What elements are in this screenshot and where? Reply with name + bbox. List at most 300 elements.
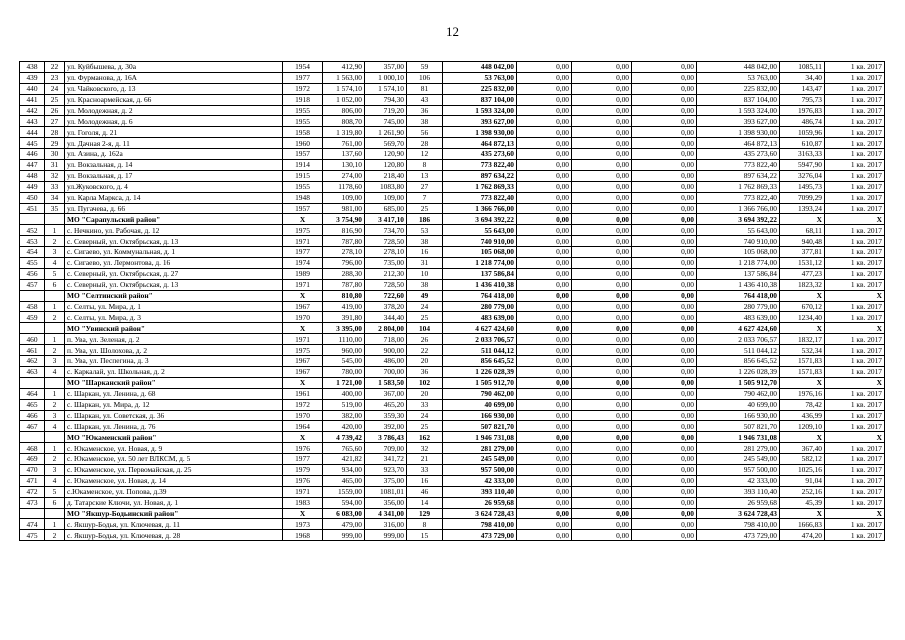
row-number-cell: 467	[20, 421, 45, 432]
total-area-cell: 421,82	[323, 454, 365, 465]
year-cell: 1971	[283, 334, 323, 345]
residents-cell: 43	[407, 94, 443, 105]
living-area-cell: 685,00	[365, 203, 407, 214]
other-sources-cell: 435 273,60	[697, 149, 780, 160]
table-row	[20, 421, 885, 432]
cost-cell: 1 946 731,08	[443, 432, 517, 443]
row-number-cell: 444	[20, 127, 45, 138]
other-sources-cell: 1 593 324,00	[697, 105, 780, 116]
fund-cell: 0,00	[517, 443, 572, 454]
specific-cost-cell: 670,12	[780, 301, 825, 312]
residents-cell: 8	[407, 519, 443, 530]
deadline-cell: 1 кв. 2017	[825, 443, 885, 454]
specific-cost-cell: 477,23	[780, 268, 825, 279]
cost-cell: 53 763,00	[443, 72, 517, 83]
table-row	[20, 268, 885, 279]
regional-budget-cell: 0,00	[572, 475, 632, 486]
row-number-cell: 463	[20, 366, 45, 377]
row-number-cell	[20, 323, 45, 334]
row-index-cell	[45, 377, 65, 388]
fund-cell: 0,00	[517, 486, 572, 497]
other-sources-cell: 464 872,13	[697, 138, 780, 149]
deadline-cell: X	[825, 214, 885, 225]
local-budget-cell: 0,00	[632, 530, 697, 541]
other-sources-cell: 1 946 731,08	[697, 432, 780, 443]
fund-cell: 0,00	[517, 170, 572, 181]
deadline-cell: 1 кв. 2017	[825, 236, 885, 247]
address-cell: ул. Дачная 2-я, д. 11	[65, 138, 283, 149]
address-cell: ул. Вокзальная, д. 17	[65, 170, 283, 181]
total-area-cell: 109,00	[323, 192, 365, 203]
table-row	[20, 486, 885, 497]
cost-cell: 798 410,00	[443, 519, 517, 530]
row-index-cell: 3	[45, 356, 65, 367]
row-index-cell: 2	[45, 530, 65, 541]
row-index-cell: 31	[45, 160, 65, 171]
address-cell: ул. Красноармейская, д. 66	[65, 94, 283, 105]
living-area-cell: 392,00	[365, 421, 407, 432]
specific-cost-cell: 1976,83	[780, 105, 825, 116]
table-row	[20, 519, 885, 530]
row-number-cell: 457	[20, 279, 45, 290]
specific-cost-cell: 1976,16	[780, 388, 825, 399]
row-number-cell: 472	[20, 486, 45, 497]
local-budget-cell: 0,00	[632, 486, 697, 497]
address-cell: с. Селты, ул. Мира, д. 3	[65, 312, 283, 323]
address-cell: с. Сигаево, ул. Коммунальная, д. 1	[65, 247, 283, 258]
regional-budget-cell: 0,00	[572, 454, 632, 465]
specific-cost-cell: 1571,83	[780, 366, 825, 377]
cost-cell: 137 586,84	[443, 268, 517, 279]
total-area-cell: 808,70	[323, 116, 365, 127]
local-budget-cell: 0,00	[632, 214, 697, 225]
total-area-cell: 400,00	[323, 388, 365, 399]
row-index-cell: 1	[45, 388, 65, 399]
row-number-cell: 453	[20, 236, 45, 247]
living-area-cell: 709,00	[365, 443, 407, 454]
living-area-cell: 218,40	[365, 170, 407, 181]
local-budget-cell: 0,00	[632, 356, 697, 367]
row-number-cell: 454	[20, 247, 45, 258]
cost-cell: 105 068,00	[443, 247, 517, 258]
row-index-cell: 1	[45, 225, 65, 236]
deadline-cell: X	[825, 432, 885, 443]
residents-cell: 8	[407, 160, 443, 171]
fund-cell: 0,00	[517, 312, 572, 323]
deadline-cell: 1 кв. 2017	[825, 94, 885, 105]
row-number-cell: 451	[20, 203, 45, 214]
total-area-cell: 1 721,00	[323, 377, 365, 388]
fund-cell: 0,00	[517, 116, 572, 127]
cost-cell: 393 110,40	[443, 486, 517, 497]
total-area-cell: 780,00	[323, 366, 365, 377]
total-area-cell: 419,00	[323, 301, 365, 312]
local-budget-cell: 0,00	[632, 290, 697, 301]
row-index-cell: 30	[45, 149, 65, 160]
specific-cost-cell: 34,40	[780, 72, 825, 83]
year-cell: X	[283, 214, 323, 225]
residents-cell: 25	[407, 203, 443, 214]
living-area-cell: 316,00	[365, 519, 407, 530]
deadline-cell: 1 кв. 2017	[825, 247, 885, 258]
other-sources-cell: 448 042,00	[697, 62, 780, 73]
residents-cell: 36	[407, 105, 443, 116]
other-sources-cell: 1 218 774,00	[697, 258, 780, 269]
residents-cell: 12	[407, 149, 443, 160]
address-cell: МО "Увинский район"	[65, 323, 283, 334]
row-number-cell	[20, 508, 45, 519]
local-budget-cell: 0,00	[632, 323, 697, 334]
cost-cell: 957 500,00	[443, 464, 517, 475]
cost-cell: 773 822,40	[443, 160, 517, 171]
row-index-cell: 25	[45, 94, 65, 105]
table-row	[20, 366, 885, 377]
living-area-cell: 745,00	[365, 116, 407, 127]
living-area-cell: 569,70	[365, 138, 407, 149]
regional-budget-cell: 0,00	[572, 388, 632, 399]
residents-cell: 38	[407, 279, 443, 290]
deadline-cell: 1 кв. 2017	[825, 519, 885, 530]
living-area-cell: 4 341,00	[365, 508, 407, 519]
year-cell: 1961	[283, 388, 323, 399]
deadline-cell: 1 кв. 2017	[825, 72, 885, 83]
residents-cell: 56	[407, 127, 443, 138]
table-row	[20, 399, 885, 410]
regional-budget-cell: 0,00	[572, 432, 632, 443]
total-area-cell: 796,00	[323, 258, 365, 269]
deadline-cell: 1 кв. 2017	[825, 149, 885, 160]
cost-cell: 435 273,60	[443, 149, 517, 160]
living-area-cell: 344,40	[365, 312, 407, 323]
year-cell: 1971	[283, 486, 323, 497]
living-area-cell: 1 574,10	[365, 83, 407, 94]
address-cell: МО "Селтинский район"	[65, 290, 283, 301]
address-cell: с. Северный, ул. Октябрьская, д. 13	[65, 279, 283, 290]
other-sources-cell: 2 033 706,57	[697, 334, 780, 345]
deadline-cell: 1 кв. 2017	[825, 388, 885, 399]
total-area-cell: 1178,60	[323, 181, 365, 192]
living-area-cell: 1081,01	[365, 486, 407, 497]
address-cell: п. Ува, ул. Шолохова, д. 2	[65, 345, 283, 356]
regional-budget-cell: 0,00	[572, 410, 632, 421]
fund-cell: 0,00	[517, 62, 572, 73]
deadline-cell: 1 кв. 2017	[825, 127, 885, 138]
residents-cell: 104	[407, 323, 443, 334]
local-budget-cell: 0,00	[632, 421, 697, 432]
fund-cell: 0,00	[517, 160, 572, 171]
deadline-cell: 1 кв. 2017	[825, 497, 885, 508]
living-area-cell: 356,00	[365, 497, 407, 508]
table-row	[20, 497, 885, 508]
regional-budget-cell: 0,00	[572, 192, 632, 203]
local-budget-cell: 0,00	[632, 508, 697, 519]
row-number-cell: 458	[20, 301, 45, 312]
row-number-cell: 474	[20, 519, 45, 530]
other-sources-cell: 1 762 869,33	[697, 181, 780, 192]
other-sources-cell: 790 462,00	[697, 388, 780, 399]
year-cell: 1979	[283, 464, 323, 475]
regional-budget-cell: 0,00	[572, 519, 632, 530]
total-area-cell: 816,90	[323, 225, 365, 236]
table-row	[20, 454, 885, 465]
regional-budget-cell: 0,00	[572, 530, 632, 541]
local-budget-cell: 0,00	[632, 170, 697, 181]
regional-budget-cell: 0,00	[572, 62, 632, 73]
table-row	[20, 464, 885, 475]
deadline-cell: 1 кв. 2017	[825, 312, 885, 323]
residents-cell: 7	[407, 192, 443, 203]
cost-cell: 245 549,00	[443, 454, 517, 465]
specific-cost-cell: X	[780, 323, 825, 334]
fund-cell: 0,00	[517, 356, 572, 367]
fund-cell: 0,00	[517, 83, 572, 94]
total-area-cell: 934,00	[323, 464, 365, 475]
fund-cell: 0,00	[517, 290, 572, 301]
regional-budget-cell: 0,00	[572, 279, 632, 290]
residents-cell: 20	[407, 356, 443, 367]
deadline-cell: 1 кв. 2017	[825, 301, 885, 312]
address-cell: ул. Молодежная, д. 6	[65, 116, 283, 127]
residents-cell: 162	[407, 432, 443, 443]
deadline-cell: 1 кв. 2017	[825, 62, 885, 73]
other-sources-cell: 1 505 912,70	[697, 377, 780, 388]
fund-cell: 0,00	[517, 464, 572, 475]
deadline-cell: 1 кв. 2017	[825, 116, 885, 127]
row-index-cell: 22	[45, 62, 65, 73]
cost-cell: 1 436 410,38	[443, 279, 517, 290]
year-cell: 1958	[283, 127, 323, 138]
regional-budget-cell: 0,00	[572, 214, 632, 225]
row-index-cell	[45, 214, 65, 225]
cost-cell: 2 033 706,57	[443, 334, 517, 345]
subtotal-row	[20, 508, 885, 519]
deadline-cell: 1 кв. 2017	[825, 279, 885, 290]
year-cell: X	[283, 323, 323, 334]
cost-cell: 393 627,00	[443, 116, 517, 127]
address-cell: ул. Молодежная, д. 2	[65, 105, 283, 116]
local-budget-cell: 0,00	[632, 225, 697, 236]
deadline-cell: X	[825, 377, 885, 388]
address-cell: с. Шаркан, ул. Ленина, д. 68	[65, 388, 283, 399]
year-cell: 1972	[283, 83, 323, 94]
cost-cell: 1 398 930,00	[443, 127, 517, 138]
year-cell: 1955	[283, 181, 323, 192]
living-area-cell: 1 261,90	[365, 127, 407, 138]
specific-cost-cell: 252,16	[780, 486, 825, 497]
row-number-cell: 455	[20, 258, 45, 269]
fund-cell: 0,00	[517, 530, 572, 541]
fund-cell: 0,00	[517, 388, 572, 399]
total-area-cell: 3 395,00	[323, 323, 365, 334]
row-number-cell: 471	[20, 475, 45, 486]
cost-cell: 1 366 766,00	[443, 203, 517, 214]
cost-cell: 483 639,00	[443, 312, 517, 323]
cost-cell: 1 218 774,00	[443, 258, 517, 269]
table-body	[20, 62, 885, 541]
year-cell: 1971	[283, 236, 323, 247]
fund-cell: 0,00	[517, 192, 572, 203]
other-sources-cell: 773 822,40	[697, 192, 780, 203]
year-cell: 1977	[283, 247, 323, 258]
local-budget-cell: 0,00	[632, 334, 697, 345]
other-sources-cell: 225 832,00	[697, 83, 780, 94]
specific-cost-cell: 1531,12	[780, 258, 825, 269]
regional-budget-cell: 0,00	[572, 399, 632, 410]
year-cell: X	[283, 290, 323, 301]
fund-cell: 0,00	[517, 203, 572, 214]
specific-cost-cell: 1234,40	[780, 312, 825, 323]
row-number-cell: 442	[20, 105, 45, 116]
table-row	[20, 149, 885, 160]
living-area-cell: 109,00	[365, 192, 407, 203]
deadline-cell: 1 кв. 2017	[825, 530, 885, 541]
specific-cost-cell: 143,47	[780, 83, 825, 94]
table-row	[20, 83, 885, 94]
specific-cost-cell: 7099,29	[780, 192, 825, 203]
local-budget-cell: 0,00	[632, 62, 697, 73]
living-area-cell: 719,20	[365, 105, 407, 116]
regional-budget-cell: 0,00	[572, 421, 632, 432]
residents-cell: 32	[407, 443, 443, 454]
address-cell: МО "Сарапульский район"	[65, 214, 283, 225]
cost-cell: 511 044,12	[443, 345, 517, 356]
specific-cost-cell: 1832,17	[780, 334, 825, 345]
row-number-cell: 460	[20, 334, 45, 345]
fund-cell: 0,00	[517, 181, 572, 192]
living-area-cell: 794,30	[365, 94, 407, 105]
living-area-cell: 1083,80	[365, 181, 407, 192]
living-area-cell: 359,30	[365, 410, 407, 421]
deadline-cell: 1 кв. 2017	[825, 138, 885, 149]
residents-cell: 81	[407, 83, 443, 94]
year-cell: 1975	[283, 225, 323, 236]
year-cell: 1971	[283, 279, 323, 290]
address-cell: ул. Вокзальная, д. 14	[65, 160, 283, 171]
total-area-cell: 519,00	[323, 399, 365, 410]
cost-cell: 280 779,00	[443, 301, 517, 312]
row-index-cell: 4	[45, 475, 65, 486]
subtotal-row	[20, 214, 885, 225]
local-budget-cell: 0,00	[632, 268, 697, 279]
table-row	[20, 62, 885, 73]
other-sources-cell: 1 366 766,00	[697, 203, 780, 214]
fund-cell: 0,00	[517, 258, 572, 269]
row-number-cell: 448	[20, 170, 45, 181]
local-budget-cell: 0,00	[632, 312, 697, 323]
year-cell: 1970	[283, 410, 323, 421]
total-area-cell: 130,10	[323, 160, 365, 171]
year-cell: 1957	[283, 149, 323, 160]
specific-cost-cell: 91,04	[780, 475, 825, 486]
year-cell: 1964	[283, 421, 323, 432]
row-number-cell: 468	[20, 443, 45, 454]
row-index-cell: 2	[45, 399, 65, 410]
regional-budget-cell: 0,00	[572, 345, 632, 356]
residents-cell: 129	[407, 508, 443, 519]
specific-cost-cell: 1059,96	[780, 127, 825, 138]
regional-budget-cell: 0,00	[572, 290, 632, 301]
other-sources-cell: 280 779,00	[697, 301, 780, 312]
address-cell: п. Ува, ул. Песпегина, д. 3	[65, 356, 283, 367]
address-cell: с. Юкаменское, ул. Первомайская, д. 25	[65, 464, 283, 475]
row-number-cell: 438	[20, 62, 45, 73]
total-area-cell: 420,00	[323, 421, 365, 432]
row-index-cell	[45, 323, 65, 334]
address-cell: МО "Юкаменский район"	[65, 432, 283, 443]
year-cell: 1967	[283, 366, 323, 377]
table-row	[20, 443, 885, 454]
row-index-cell: 27	[45, 116, 65, 127]
cost-cell: 1 226 028,39	[443, 366, 517, 377]
specific-cost-cell: 436,99	[780, 410, 825, 421]
row-index-cell: 28	[45, 127, 65, 138]
living-area-cell: 486,00	[365, 356, 407, 367]
table-row	[20, 312, 885, 323]
regional-budget-cell: 0,00	[572, 377, 632, 388]
year-cell: 1989	[283, 268, 323, 279]
regional-budget-cell: 0,00	[572, 160, 632, 171]
local-budget-cell: 0,00	[632, 203, 697, 214]
local-budget-cell: 0,00	[632, 160, 697, 171]
specific-cost-cell: 1495,73	[780, 181, 825, 192]
living-area-cell: 3 417,10	[365, 214, 407, 225]
regional-budget-cell: 0,00	[572, 72, 632, 83]
row-number-cell: 440	[20, 83, 45, 94]
address-cell: МО "Якшур-Бодьинский район"	[65, 508, 283, 519]
residents-cell: 25	[407, 421, 443, 432]
address-cell: п. Ува, ул. Зеленая, д. 2	[65, 334, 283, 345]
address-cell: с. Юкаменское, ул. Новая, д. 14	[65, 475, 283, 486]
total-area-cell: 787,80	[323, 236, 365, 247]
address-cell: д. Татарские Ключи, ул. Новая, д. 1	[65, 497, 283, 508]
address-cell: ул. Фурманова, д. 16А	[65, 72, 283, 83]
residents-cell: 59	[407, 62, 443, 73]
deadline-cell: 1 кв. 2017	[825, 181, 885, 192]
row-index-cell: 4	[45, 421, 65, 432]
other-sources-cell: 137 586,84	[697, 268, 780, 279]
cost-cell: 790 462,00	[443, 388, 517, 399]
regional-budget-cell: 0,00	[572, 225, 632, 236]
deadline-cell: 1 кв. 2017	[825, 454, 885, 465]
other-sources-cell: 40 699,00	[697, 399, 780, 410]
regional-budget-cell: 0,00	[572, 83, 632, 94]
year-cell: X	[283, 508, 323, 519]
other-sources-cell: 166 930,00	[697, 410, 780, 421]
table-row	[20, 138, 885, 149]
row-index-cell	[45, 508, 65, 519]
cost-cell: 897 634,22	[443, 170, 517, 181]
living-area-cell: 341,72	[365, 454, 407, 465]
total-area-cell: 960,00	[323, 345, 365, 356]
row-index-cell	[45, 432, 65, 443]
regional-budget-cell: 0,00	[572, 138, 632, 149]
year-cell: 1957	[283, 203, 323, 214]
specific-cost-cell: 1666,83	[780, 519, 825, 530]
regional-budget-cell: 0,00	[572, 366, 632, 377]
residents-cell: 27	[407, 181, 443, 192]
fund-cell: 0,00	[517, 94, 572, 105]
regional-budget-cell: 0,00	[572, 323, 632, 334]
other-sources-cell: 3 694 392,22	[697, 214, 780, 225]
fund-cell: 0,00	[517, 366, 572, 377]
table-row	[20, 203, 885, 214]
year-cell: 1973	[283, 519, 323, 530]
row-number-cell: 473	[20, 497, 45, 508]
table-row	[20, 279, 885, 290]
residents-cell: 26	[407, 334, 443, 345]
row-number-cell	[20, 432, 45, 443]
total-area-cell: 465,00	[323, 475, 365, 486]
